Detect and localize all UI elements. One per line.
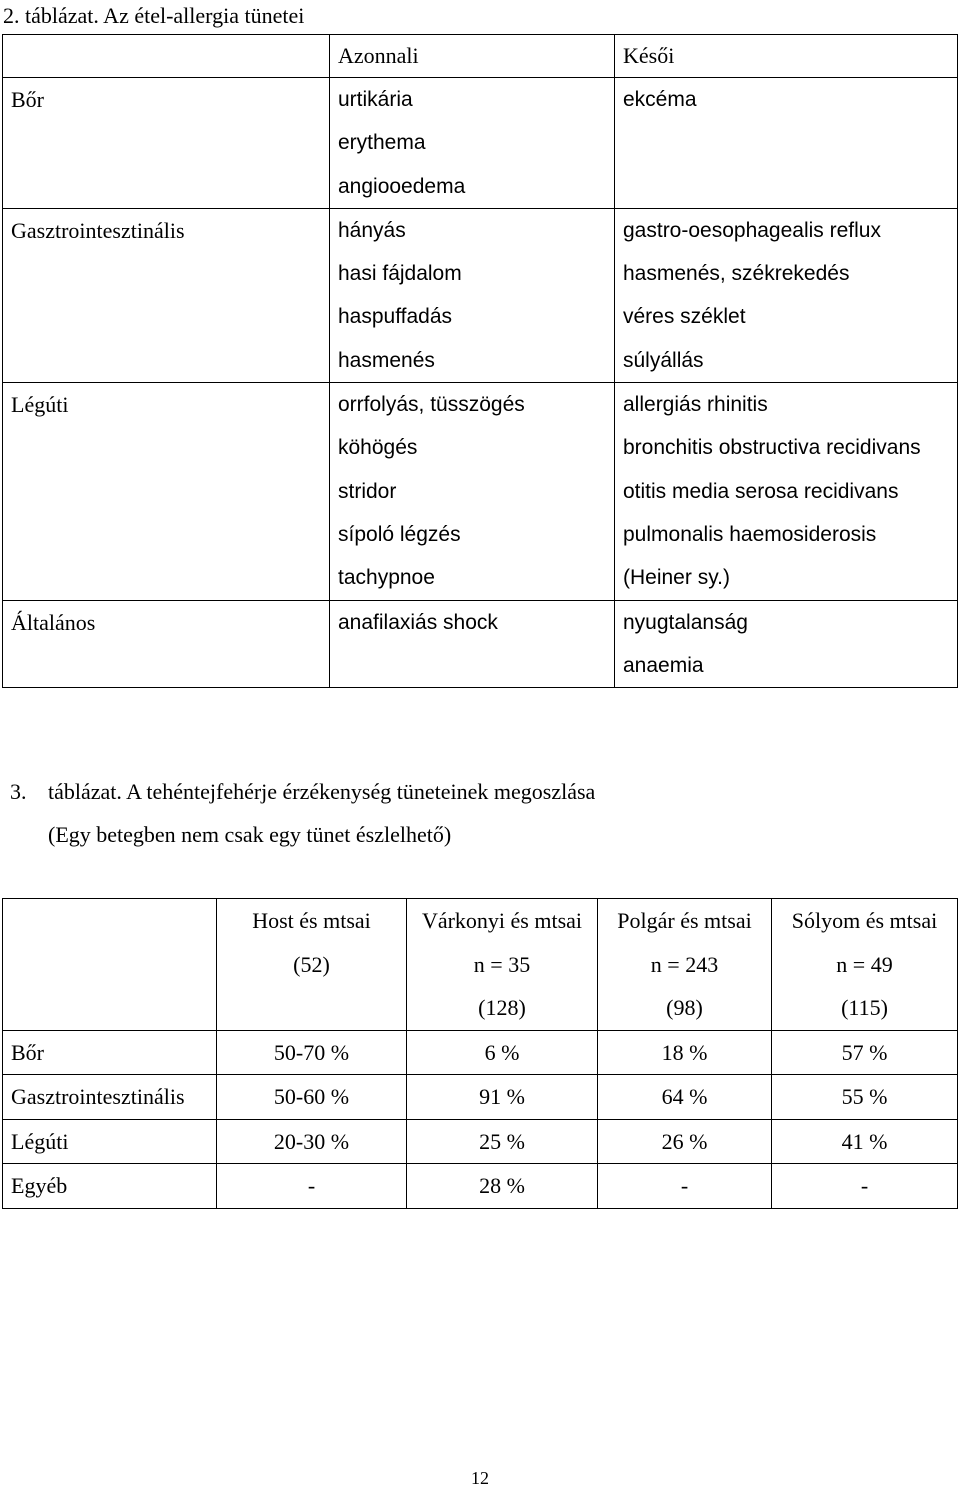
table-row xyxy=(3,78,958,209)
category-cell: Gasztrointesztinális xyxy=(3,208,330,382)
table1-caption: 2. táblázat. Az étel-allergia tünetei xyxy=(3,3,305,28)
row-label: Légúti xyxy=(3,1119,217,1164)
table-row xyxy=(3,208,958,382)
table-row xyxy=(3,383,958,600)
table-cell: 50-70 % xyxy=(217,1030,407,1075)
table-cell: 64 % xyxy=(598,1075,772,1120)
header-cell-varkonyi: Várkonyi és mtsai n = 35 (128) xyxy=(407,899,598,1031)
caption-number: 3. xyxy=(10,779,27,804)
table-cell: 25 % xyxy=(407,1119,598,1164)
table-cell: 55 % xyxy=(772,1075,958,1120)
immediate-cell: orrfolyás, tüsszögés köhögés stridor sípoló légzés tachypnoe xyxy=(330,383,615,600)
immediate-cell: anafilaxiás shock xyxy=(330,600,615,688)
table-row xyxy=(3,1030,958,1075)
header-cell-polgar: Polgár és mtsai n = 243 (98) xyxy=(598,899,772,1031)
table-header-row xyxy=(3,899,958,1031)
table-cell: - xyxy=(772,1164,958,1209)
late-cell: nyugtalanság anaemia xyxy=(615,600,958,688)
caption-note: (Egy betegben nem csak egy tünet észlelhető) xyxy=(48,822,452,847)
table-cell: 6 % xyxy=(407,1030,598,1075)
header-cell-immediate: Azonnali xyxy=(330,35,615,78)
header-cell-host: Host és mtsai (52) xyxy=(217,899,407,1031)
caption-title: táblázat. A tehéntejfehérje érzékenység tüneteinek megoszlása xyxy=(48,779,596,804)
table-row xyxy=(3,1075,958,1120)
header-cell-empty xyxy=(3,899,217,1031)
table2-caption xyxy=(10,770,595,856)
late-cell: ekcéma xyxy=(615,78,958,209)
category-cell: Bőr xyxy=(3,78,330,209)
table-cell: 50-60 % xyxy=(217,1075,407,1120)
category-cell: Általános xyxy=(3,600,330,688)
row-label: Bőr xyxy=(3,1030,217,1075)
table-row xyxy=(3,600,958,688)
table-cell: 18 % xyxy=(598,1030,772,1075)
table-row xyxy=(3,1119,958,1164)
late-cell: gastro-oesophagealis reflux hasmenés, székrekedés véres széklet súlyállás xyxy=(615,208,958,382)
table-cell: 26 % xyxy=(598,1119,772,1164)
table-cell: 20-30 % xyxy=(217,1119,407,1164)
table-cell: - xyxy=(598,1164,772,1209)
distribution-table xyxy=(2,898,958,1209)
immediate-cell: urtikária erythema angiooedema xyxy=(330,78,615,209)
table-cell: - xyxy=(217,1164,407,1209)
table-cell: 41 % xyxy=(772,1119,958,1164)
category-cell: Légúti xyxy=(3,383,330,600)
page-number: 12 xyxy=(471,1468,489,1488)
symptoms-table xyxy=(2,34,958,688)
table-cell: 57 % xyxy=(772,1030,958,1075)
table-row xyxy=(3,1164,958,1209)
immediate-cell: hányás hasi fájdalom haspuffadás hasmenés xyxy=(330,208,615,382)
table-cell: 28 % xyxy=(407,1164,598,1209)
late-cell: allergiás rhinitis bronchitis obstructiva recidivans otitis media serosa recidivans pulmonalis haemosiderosis (Heiner sy.) xyxy=(615,383,958,600)
row-label: Gasztrointesztinális xyxy=(3,1075,217,1120)
header-cell-empty xyxy=(3,35,330,78)
table-cell: 91 % xyxy=(407,1075,598,1120)
table-header-row xyxy=(3,35,958,78)
header-cell-solyom: Sólyom és mtsai n = 49 (115) xyxy=(772,899,958,1031)
row-label: Egyéb xyxy=(3,1164,217,1209)
header-cell-late: Késői xyxy=(615,35,958,78)
